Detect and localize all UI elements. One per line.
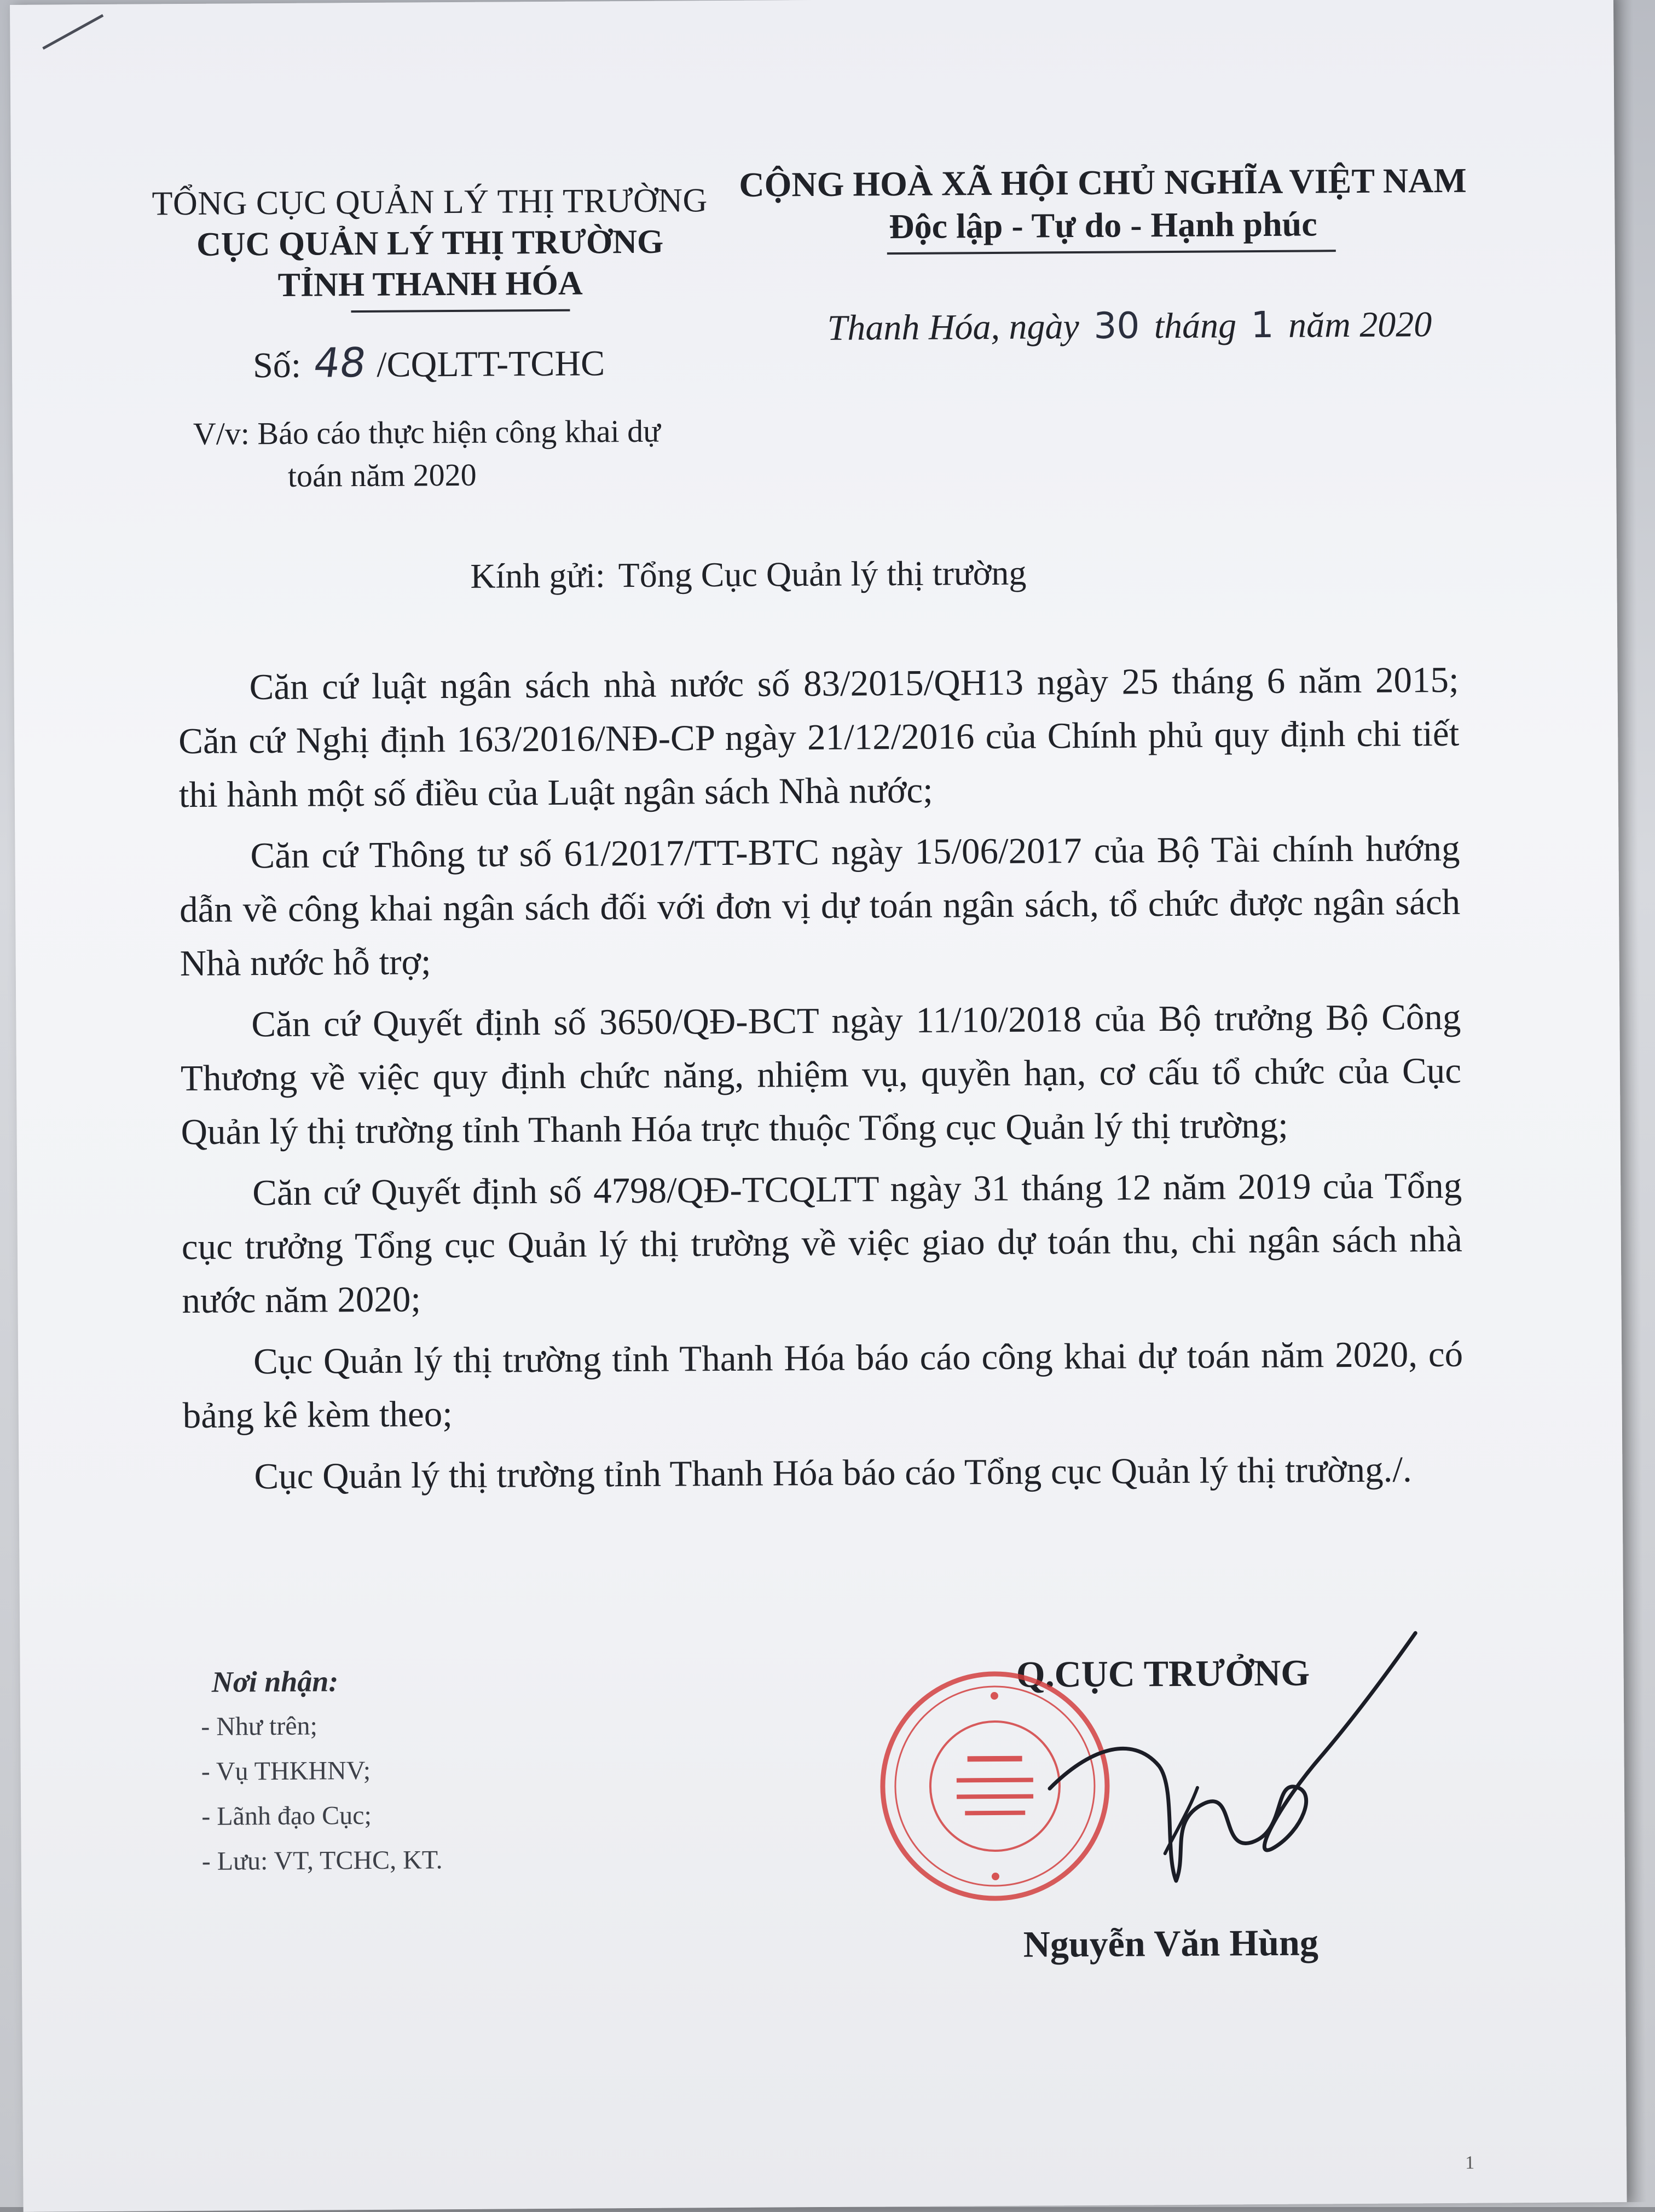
body-paragraph: Căn cứ Thông tư số 61/2017/TT-BTC ngày 15/06/2017 của Bộ Tài chính hướng dẫn về công khai ngân sách đối với đơn vị dự toán ngân sách, tổ chức được ngân sách Nhà nước hỗ trợ; (179, 828, 1461, 984)
header-right-rule (887, 250, 1336, 255)
issuing-org-name: CỤC QUẢN LÝ THỊ TRƯỜNG (196, 223, 664, 263)
document-number-prefix: Số: (252, 345, 302, 386)
signer-title: Q.CỤC TRƯỞNG (1016, 1651, 1310, 1695)
document-number-value: 48 (311, 339, 369, 387)
body-paragraph: Căn cứ luật ngân sách nhà nước số 83/2015/QH13 ngày 25 tháng 6 năm 2015; Căn cứ Nghị định 163/2016/NĐ-CP ngày 21/12/2016 của Chính phủ quy định chi tiết thi hành một số điều của Luật ngân sách Nhà nước; (178, 659, 1460, 816)
date-day: 30 (1093, 304, 1140, 347)
document-number (253, 338, 605, 387)
salutation-receiver: Tổng Cục Quản lý thị trường (618, 553, 1027, 595)
page-number: 1 (1465, 2152, 1475, 2173)
national-motto: Độc lập - Tự do - Hạnh phúc (889, 204, 1317, 246)
body-paragraph: Cục Quản lý thị trường tỉnh Thanh Hóa báo cáo Tổng cục Quản lý thị trường./. (254, 1449, 1412, 1497)
national-title: CỘNG HOÀ XÃ HỘI CHỦ NGHĨA VIỆT NAM (739, 160, 1467, 204)
handwritten-signature (1038, 1622, 1422, 1909)
body-paragraph: Cục Quản lý thị trường tỉnh Thanh Hóa báo cáo công khai dự toán năm 2020, có bảng kê kèm theo; (182, 1333, 1463, 1436)
salutation-prefix: Kính gửi: (470, 556, 605, 596)
salutation (470, 553, 1026, 597)
signer-name: Nguyễn Văn Hùng (1023, 1921, 1319, 1965)
document-number-suffix: /CQLTT-TCHC (377, 343, 605, 385)
document-date (827, 303, 1432, 349)
recipient-item: - Lưu: VT, TCHC, KT. (201, 1845, 443, 1876)
recipient-item: - Lãnh đạo Cục; (201, 1800, 372, 1831)
date-month: 1 (1251, 303, 1274, 346)
subject-line-2: toán năm 2020 (287, 457, 477, 494)
document-body (178, 653, 1463, 1511)
issuing-org-province: TỈNH THANH HÓA (277, 264, 583, 304)
body-paragraph: Căn cứ Quyết định số 3650/QĐ-BCT ngày 11/10/2018 của Bộ trưởng Bộ Công Thương về việc quy định chức năng, nhiệm vụ, quyền hạn, cơ cấu tổ chức của Cục Quản lý thị trường tỉnh Thanh Hóa trực thuộc Tổng cục Quản lý thị trường; (180, 996, 1462, 1153)
date-month-label: tháng (1154, 305, 1237, 346)
recipient-item: - Như trên; (201, 1711, 318, 1741)
subject-line-1: V/v: Báo cáo thực hiện công khai dự (193, 413, 661, 452)
recipients-block (200, 1658, 442, 1884)
date-year-label: năm 2020 (1288, 304, 1432, 345)
date-place-prefix: Thanh Hóa, ngày (827, 307, 1080, 348)
issuing-org-parent: TỔNG CỤC QUẢN LÝ THỊ TRƯỜNG (152, 182, 708, 223)
pen-mark-scribble (37, 10, 114, 54)
body-paragraph: Căn cứ Quyết định số 4798/QĐ-TCQLTT ngày 31 tháng 12 năm 2019 của Tổng cục trưởng Tổng cục Quản lý thị trường về việc giao dự toán thu, chi ngân sách nhà nước năm 2020; (181, 1165, 1463, 1321)
recipients-title: Nơi nhận: (211, 1665, 339, 1699)
document-page (10, 0, 1627, 2212)
recipient-item: - Vụ THKHNV; (201, 1755, 371, 1786)
header-left-rule (351, 309, 570, 313)
